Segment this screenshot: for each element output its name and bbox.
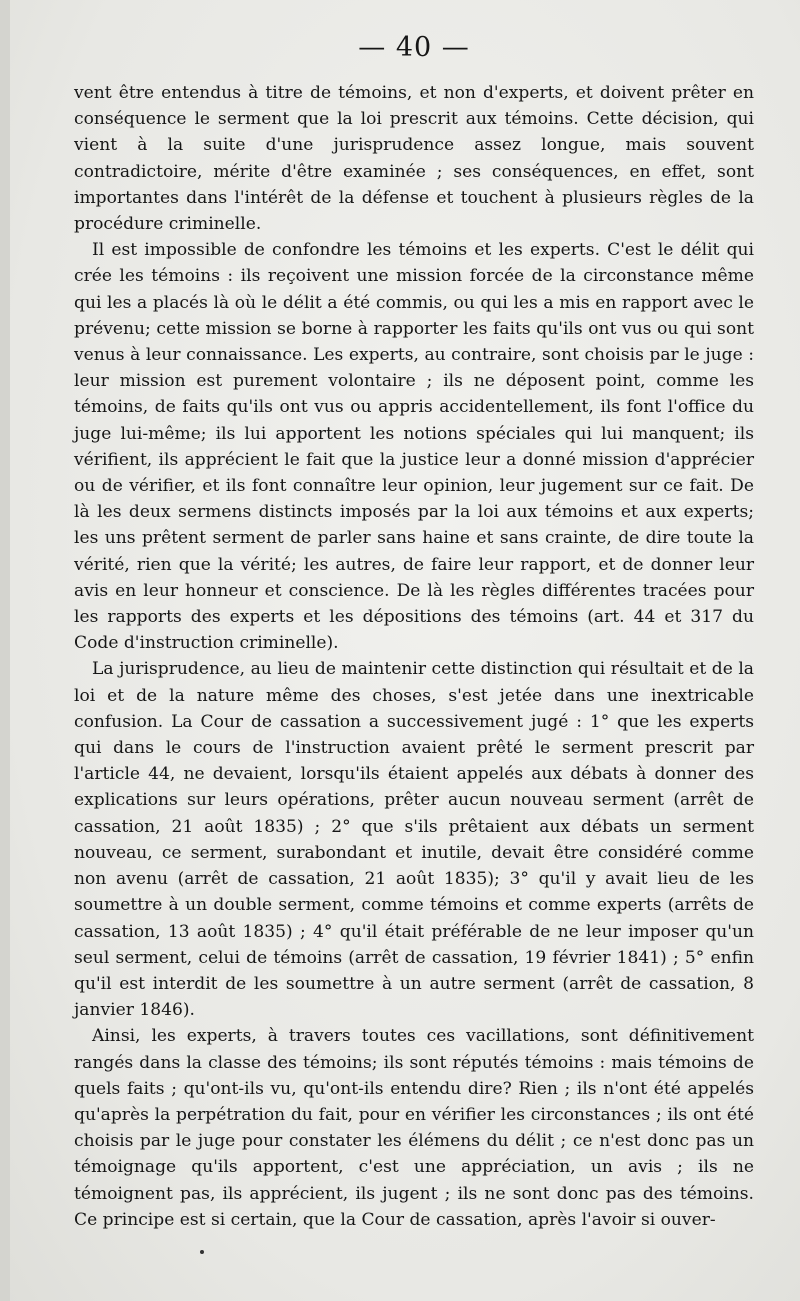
paragraph-temoins-experts: Il est impossible de confondre les témoins et les experts. C'est le délit qui crée les témoins : ils reçoivent une mission forcée de la circonstance même qui les a placés là où le délit a été commis, ou qui les a mis en rapport avec le prévenu; cette mission se borne à rapporter les faits qu'ils ont vus ou qui sont venus à leur connaissance. Les experts, au contraire, sont choisis par le juge : leur mission est purement volontaire ; ils ne déposent point, comme les témoins, de faits qu'ils ont vus ou appris accidentellement, ils font l'office du juge lui-même; ils lui apportent les notions spéciales qui lui manquent; ils vérifient, ils apprécient le fait que la justice leur a donné mission d'apprécier ou de vérifier, et ils font connaître leur opinion, leur jugement sur ce fait. De là les deux sermens distincts imposés par la loi aux témoins et aux experts; les uns prêtent serment de parler sans haine et sans crainte, de dire toute la vérité, rien que la vérité; les autres, de faire leur rapport, et de donner leur avis en leur honneur et conscience. De là les règles différentes tracées pour les rapports des experts et les dépositions des témoins (art. 44 et 317 du Code d'instruction criminelle). bbox=[74, 240, 754, 654]
paragraph-jurisprudence: La jurisprudence, au lieu de maintenir cette distinction qui résultait et de la loi et de la nature même des choses, s'est jetée dans une inextricable confusion. La Cour de cassation a successivement jugé : 1° que les experts qui dans le cours de l'instruction avaient prêté le serment prescrit par l'article 44, ne devaient, lorsqu'ils étaient appelés aux débats à donner des explications sur leurs opérations, prêter aucun nouveau serment (arrêt de cassation, 21 août 1835) ; 2° que s'ils prêtaient aux débats un serment nouveau, ce serment, surabondant et inutile, devait être considéré comme non avenu (arrêt de cassation, 21 août 1835); 3° qu'il y avait lieu de les soumettre à un double serment, comme témoins et comme experts (arrêts de cassation, 13 août 1835) ; 4° qu'il était préférable de ne leur imposer qu'un seul serment, celui de témoins (arrêt de cassation, 19 février 1841) ; 5° enfin qu'il est interdit de les soumettre à un autre serment (arrêt de cassation, 8 janvier 1846). bbox=[74, 659, 754, 1021]
page-edge-shadow bbox=[0, 0, 10, 1301]
paragraph-ainsi: Ainsi, les experts, à travers toutes ces vacillations, sont définitivement rangés dans la classe des témoins; ils sont réputés témoins : mais témoins de quels faits ; qu'ont-ils vu, qu'ont-ils entendu dire? Rien ; ils n'ont été appelés qu'après la perpétration du fait, pour en vérifier les circonstances ; ils ont été choisis par le juge pour constater les élémens du délit ; ce n'est donc pas un témoignage qu'ils apportent, c'est une appréciation, un avis ; ils ne témoignent pas, ils apprécient, ils jugent ; ils ne sont donc pas des témoins. Ce principe est si certain, que la Cour de cassation, après l'avoir si ouver- bbox=[74, 1026, 754, 1230]
body-text bbox=[74, 80, 754, 1233]
ink-speck bbox=[200, 1250, 204, 1254]
paragraph-continuation: vent être entendus à titre de témoins, et non d'experts, et doivent prêter en conséquence le serment que la loi prescrit aux témoins. Cette décision, qui vient à la suite d'une jurisprudence assez longue, mais souvent contradictoire, mérite d'être examinée ; ses conséquences, en effet, sont importantes dans l'intérêt de la défense et touchent à plusieurs règles de la procédure criminelle. bbox=[74, 83, 754, 235]
page-number: — 40 — bbox=[358, 32, 470, 63]
